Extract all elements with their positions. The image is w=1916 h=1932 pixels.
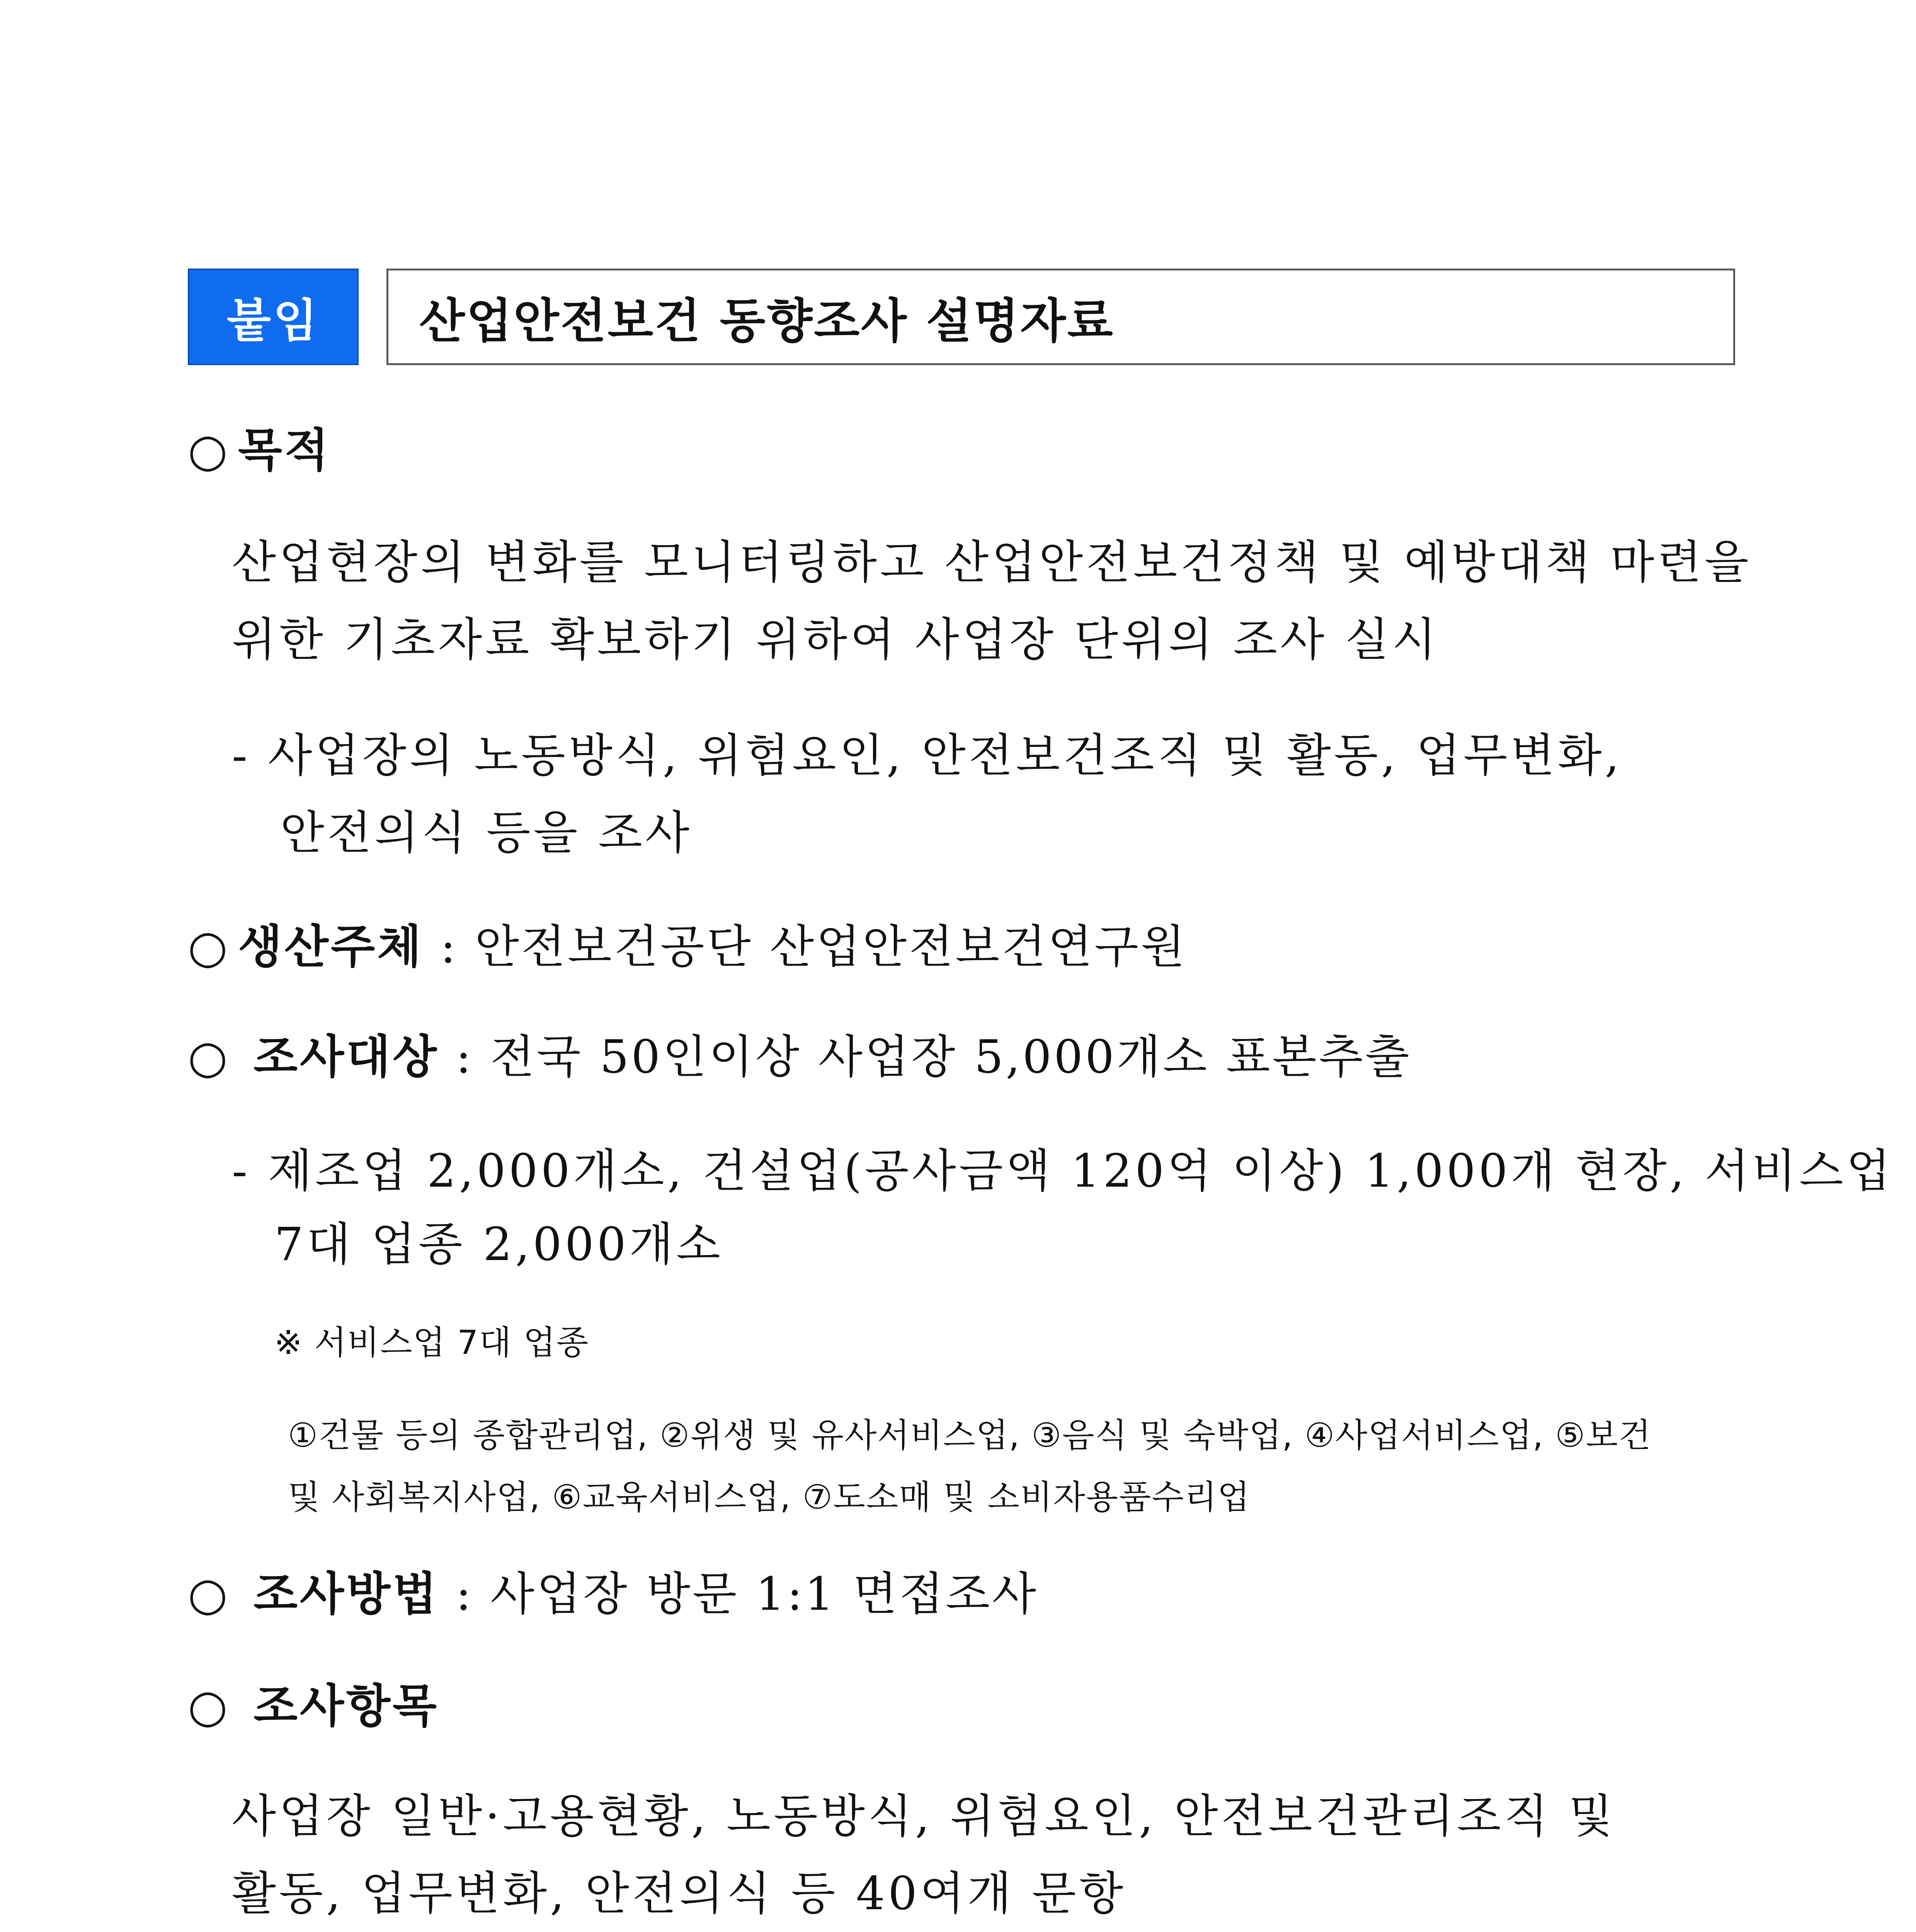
target-value: : 전국 50인이상 사업장 5,000개소 표본추출 <box>439 1030 1412 1083</box>
section-title: 목적 <box>238 423 331 477</box>
purpose-bullet-line-1: - 사업장의 노동방식, 위험요인, 안전보건조직 및 활동, 업무변화, <box>232 729 1623 782</box>
section-target <box>188 1030 1412 1084</box>
section-items-heading <box>188 1679 439 1733</box>
method-value: : 사업장 방문 1:1 면접조사 <box>439 1567 1039 1621</box>
circle-bullet-icon: ○ <box>188 1679 230 1733</box>
items-text-line-1: 사업장 일반·고용현황, 노동방식, 위험요인, 안전보건관리조직 및 <box>232 1789 1616 1843</box>
document-title-box <box>386 269 1735 365</box>
document-title: 산업안전보건 동향조사 설명자료 <box>419 293 1115 349</box>
attachment-tag-label: 붙임 <box>227 294 320 347</box>
section-title: 조사대상 <box>254 1030 439 1083</box>
service-note-title: ※ 서비스업 7대 업종 <box>274 1323 589 1362</box>
section-title: 조사항목 <box>254 1679 439 1733</box>
target-bullet-line-2: 7대 업종 2,000개소 <box>274 1218 723 1271</box>
items-text-line-2: 활동, 업무변화, 안전의식 등 40여개 문항 <box>232 1867 1126 1920</box>
section-purpose-heading <box>188 423 331 477</box>
purpose-text-line-2: 위한 기초자료 확보하기 위하여 사업장 단위의 조사 실시 <box>232 613 1440 666</box>
section-title: 생산주체 <box>238 920 424 973</box>
service-note-line-2: 및 사회복지사업, ⑥교육서비스업, ⑦도소매 및 소비자용품수리업 <box>288 1478 1251 1517</box>
section-method <box>188 1567 1038 1621</box>
target-bullet-line-1: - 제조업 2,000개소, 건설업(공사금액 120억 이상) 1,000개 현장, 서비스업 <box>232 1144 1894 1197</box>
circle-bullet-icon: ○ <box>188 1567 230 1621</box>
circle-bullet-icon: ○ <box>188 920 230 973</box>
attachment-tag <box>188 269 359 365</box>
service-note-line-1: ①건물 등의 종합관리업, ②위생 및 유사서비스업, ③음식 및 숙박업, ④사업서비스업, ⑤보건 <box>288 1416 1652 1455</box>
purpose-text-line-1: 산업현장의 변화를 모니터링하고 산업안전보건정책 및 예방대책 마련을 <box>232 536 1752 589</box>
circle-bullet-icon: ○ <box>188 1030 230 1083</box>
section-title: 조사방법 <box>254 1567 439 1621</box>
section-producer <box>188 920 1187 974</box>
purpose-bullet-line-2: 안전의식 등을 조사 <box>280 806 693 859</box>
producer-value: : 안전보건공단 산업안전보건연구원 <box>423 920 1188 973</box>
circle-bullet-icon: ○ <box>188 423 230 477</box>
